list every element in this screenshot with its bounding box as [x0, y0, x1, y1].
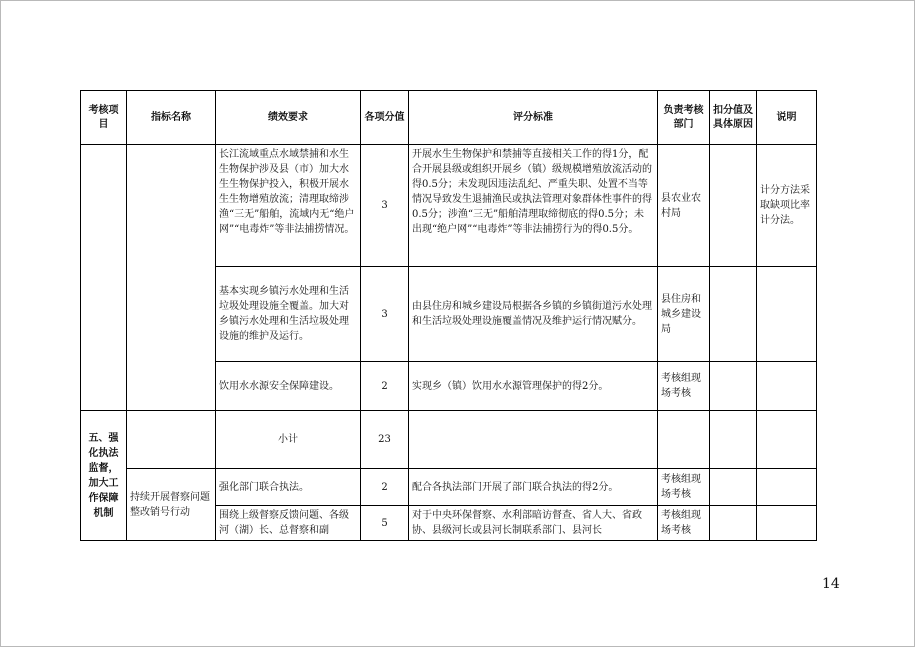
note-cell: 计分方法采取缺项比率计分法。 [757, 145, 817, 267]
page-number: 14 [822, 576, 840, 592]
score-cell: 3 [361, 145, 409, 267]
subtotal-value: 23 [361, 411, 409, 469]
score-cell: 2 [361, 362, 409, 411]
note-cell [757, 411, 817, 469]
criteria-cell: 开展水生生物保护和禁捕等直接相关工作的得1分，配合开展县级或组织开展乡（镇）级规模增殖放流活动的得0.5分；未发现因违法乱纪、严重失职、处置不当等情况导致发生退捕渔民或执法管理对象群体性事件的得0.5分；涉渔“三无”船舶清理取缔彻底的得0.5分；未出现“绝户网”“电毒炸”等非法捕捞行为的得0.5分。 [409, 145, 658, 267]
note-cell [757, 469, 817, 506]
deduction-cell [710, 145, 757, 267]
indicator-cell-empty [127, 145, 216, 411]
score-cell: 3 [361, 267, 409, 362]
note-cell [757, 506, 817, 541]
score-cell: 2 [361, 469, 409, 506]
deduction-cell [710, 267, 757, 362]
deduction-cell [710, 506, 757, 541]
header-indicator: 指标名称 [127, 91, 216, 145]
requirement-cell: 饮用水水源安全保障建设。 [216, 362, 361, 411]
header-category: 考核项目 [81, 91, 127, 145]
deduction-cell [710, 411, 757, 469]
subtotal-label: 小计 [216, 411, 361, 469]
category-cell-empty [81, 145, 127, 411]
department-cell: 县住房和城乡建设局 [658, 267, 710, 362]
note-cell [757, 362, 817, 411]
deduction-cell [710, 362, 757, 411]
deduction-cell [710, 469, 757, 506]
department-cell: 县农业农村局 [658, 145, 710, 267]
criteria-cell [409, 411, 658, 469]
score-cell: 5 [361, 506, 409, 541]
indicator-cell-empty [127, 411, 216, 469]
header-requirement: 绩效要求 [216, 91, 361, 145]
criteria-cell: 实现乡（镇）饮用水水源管理保护的得2分。 [409, 362, 658, 411]
header-note: 说明 [757, 91, 817, 145]
requirement-cell: 长江流域重点水域禁捕和水生生物保护涉及县（市）加大水生生物保护投入，积极开展水生生物增殖放流；清理取缔涉渔“三无”船舶，流域内无“绝户网”“电毒炸”等非法捕捞情况。 [216, 145, 361, 267]
department-cell: 考核组现场考核 [658, 506, 710, 541]
requirement-cell: 围绕上级督察反馈问题、各级河（湖）长、总督察和副 [216, 506, 361, 541]
requirement-cell: 基本实现乡镇污水处理和生活垃圾处理设施全覆盖。加大对乡镇污水处理和生活垃圾处理设施的维护及运行。 [216, 267, 361, 362]
department-cell: 考核组现场考核 [658, 469, 710, 506]
table-row [81, 469, 817, 506]
subtotal-row [81, 411, 817, 469]
header-department: 负责考核部门 [658, 91, 710, 145]
header-row [81, 91, 817, 145]
department-cell: 考核组现场考核 [658, 362, 710, 411]
requirement-cell: 强化部门联合执法。 [216, 469, 361, 506]
header-deduction: 扣分值及具体原因 [710, 91, 757, 145]
header-criteria: 评分标准 [409, 91, 658, 145]
assessment-table [80, 90, 817, 541]
section5-category: 五、强化执法监督，加大工作保障机制 [81, 411, 127, 541]
header-score: 各项分值 [361, 91, 409, 145]
section5-indicator: 持续开展督察问题整改销号行动 [127, 469, 216, 541]
table-row [81, 145, 817, 267]
criteria-cell: 配合各执法部门开展了部门联合执法的得2分。 [409, 469, 658, 506]
department-cell [658, 411, 710, 469]
criteria-cell: 对于中央环保督察、水利部暗访督查、省人大、省政协、县级河长或县河长制联系部门、县河长 [409, 506, 658, 541]
note-cell [757, 267, 817, 362]
criteria-cell: 由县住房和城乡建设局根据各乡镇的乡镇街道污水处理和生活垃圾处理设施覆盖情况及维护运行情况赋分。 [409, 267, 658, 362]
